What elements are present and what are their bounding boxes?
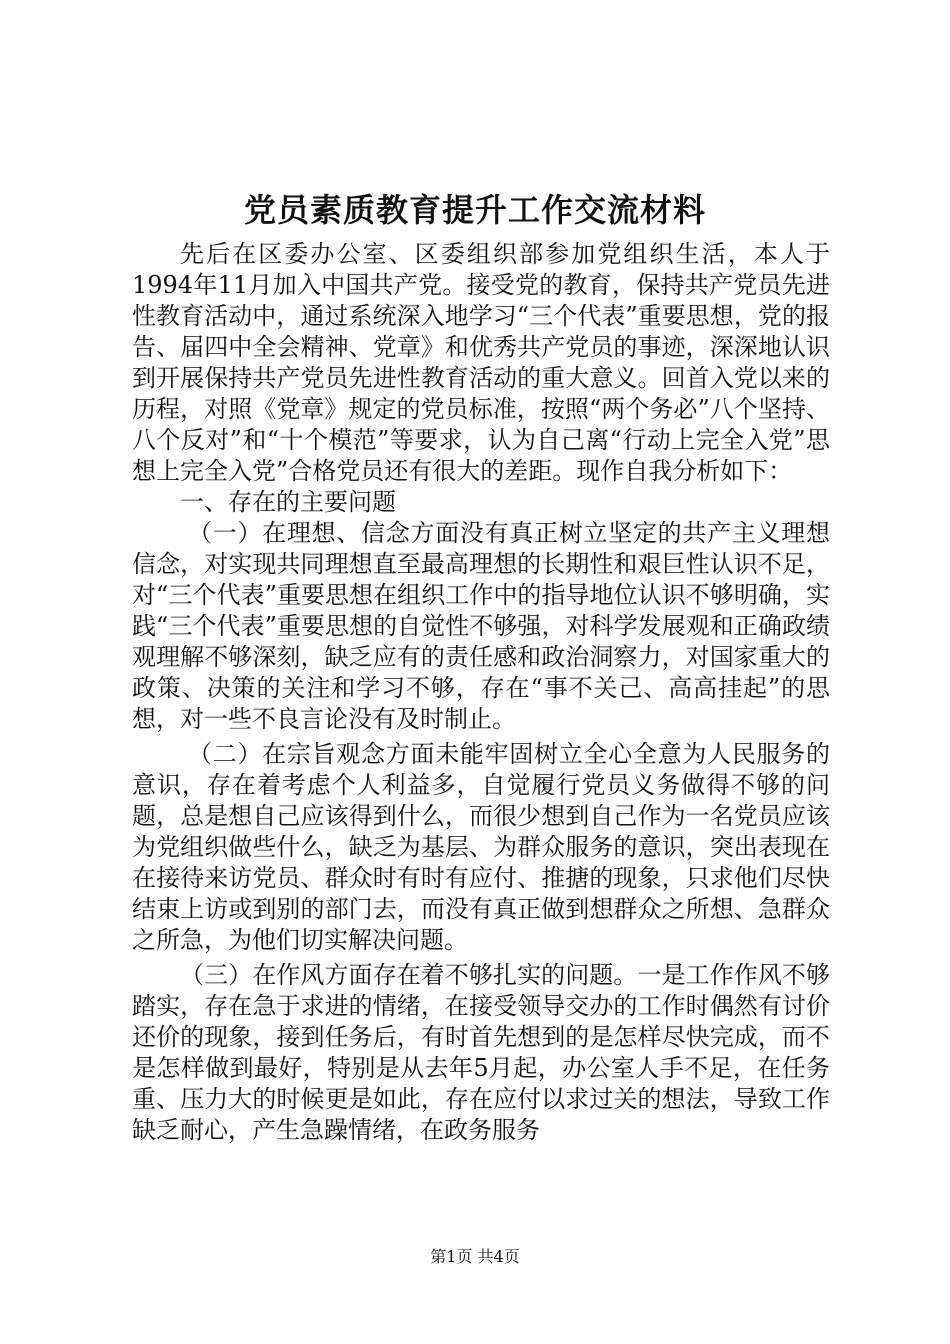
paragraph-work-style: （三）在作风方面存在着不够扎实的问题。一是工作作风不够踏实，存在急于求进的情绪，在接受领导交办的工作时偶然有讨价还价的现象，接到任务后，有时首先想到的是怎样尽快完成，而不是怎样做到最好，特别是从去年5月起，办公室人手不足，在任务重、压力大的时候更是如此，存在应付以求过关的想法，导致工作缺乏耐心，产生急躁情绪，在政务服务 [132,961,830,1144]
paragraph-ideals-beliefs: （一）在理想、信念方面没有真正树立坚定的共产主义理想信念，对实现共同理想直至最高理想的长期性和艰巨性认识不足，对“三个代表”重要思想在组织工作中的指导地位认识不够明确，实践“三个代表”重要思想的自觉性不够强，对科学发展观和正确政绩观理解不够深刻，缺乏应有的责任感和政治洞察力，对国家重大的政策、决策的关注和学习不够，存在“事不关己、高高挂起”的思想，对一些不良言论没有及时制止。 [132,519,830,733]
document-body [132,239,830,1146]
document-title: 党员素质教育提升工作交流材料 [243,191,706,229]
section-heading-problems: 一、存在的主要问题 [180,488,396,516]
intro-paragraph: 先后在区委办公室、区委组织部参加党组织生活，本人于1994年11月加入中国共产党。接受党的教育，保持共产党员先进性教育活动中，通过系统深入地学习“三个代表”重要思想，党的报告、届四中全会精神、党章》和优秀共产党员的事迹，深深地认识到开展保持共产党员先进性教育活动的重大意义。回首入党以来的历程，对照《党章》规定的党员标准，按照“两个务必”八个坚持、八个反对”和“十个模范”等要求，认为自己离“行动上完全入党”思想上完全入党”合格党员还有很大的差距。现作自我分析如下： [132,240,830,485]
page-footer: 第1页 共4页 [430,1247,520,1266]
paragraph-purpose-concept: （二）在宗旨观念方面未能牢固树立全心全意为人民服务的意识，存在着考虑个人利益多，自觉履行党员义务做得不够的问题，总是想自己应该得到什么，而很少想到自己作为一名党员应该为党组织做些什么，缺乏为基层、为群众服务的意识，突出表现在在接待来访党员、群众时有时有应付、推搪的现象，只求他们尽快结束上访或到别的部门去，而没有真正做到想群众之所想、急群众之所急，为他们切实解决问题。 [132,740,830,954]
